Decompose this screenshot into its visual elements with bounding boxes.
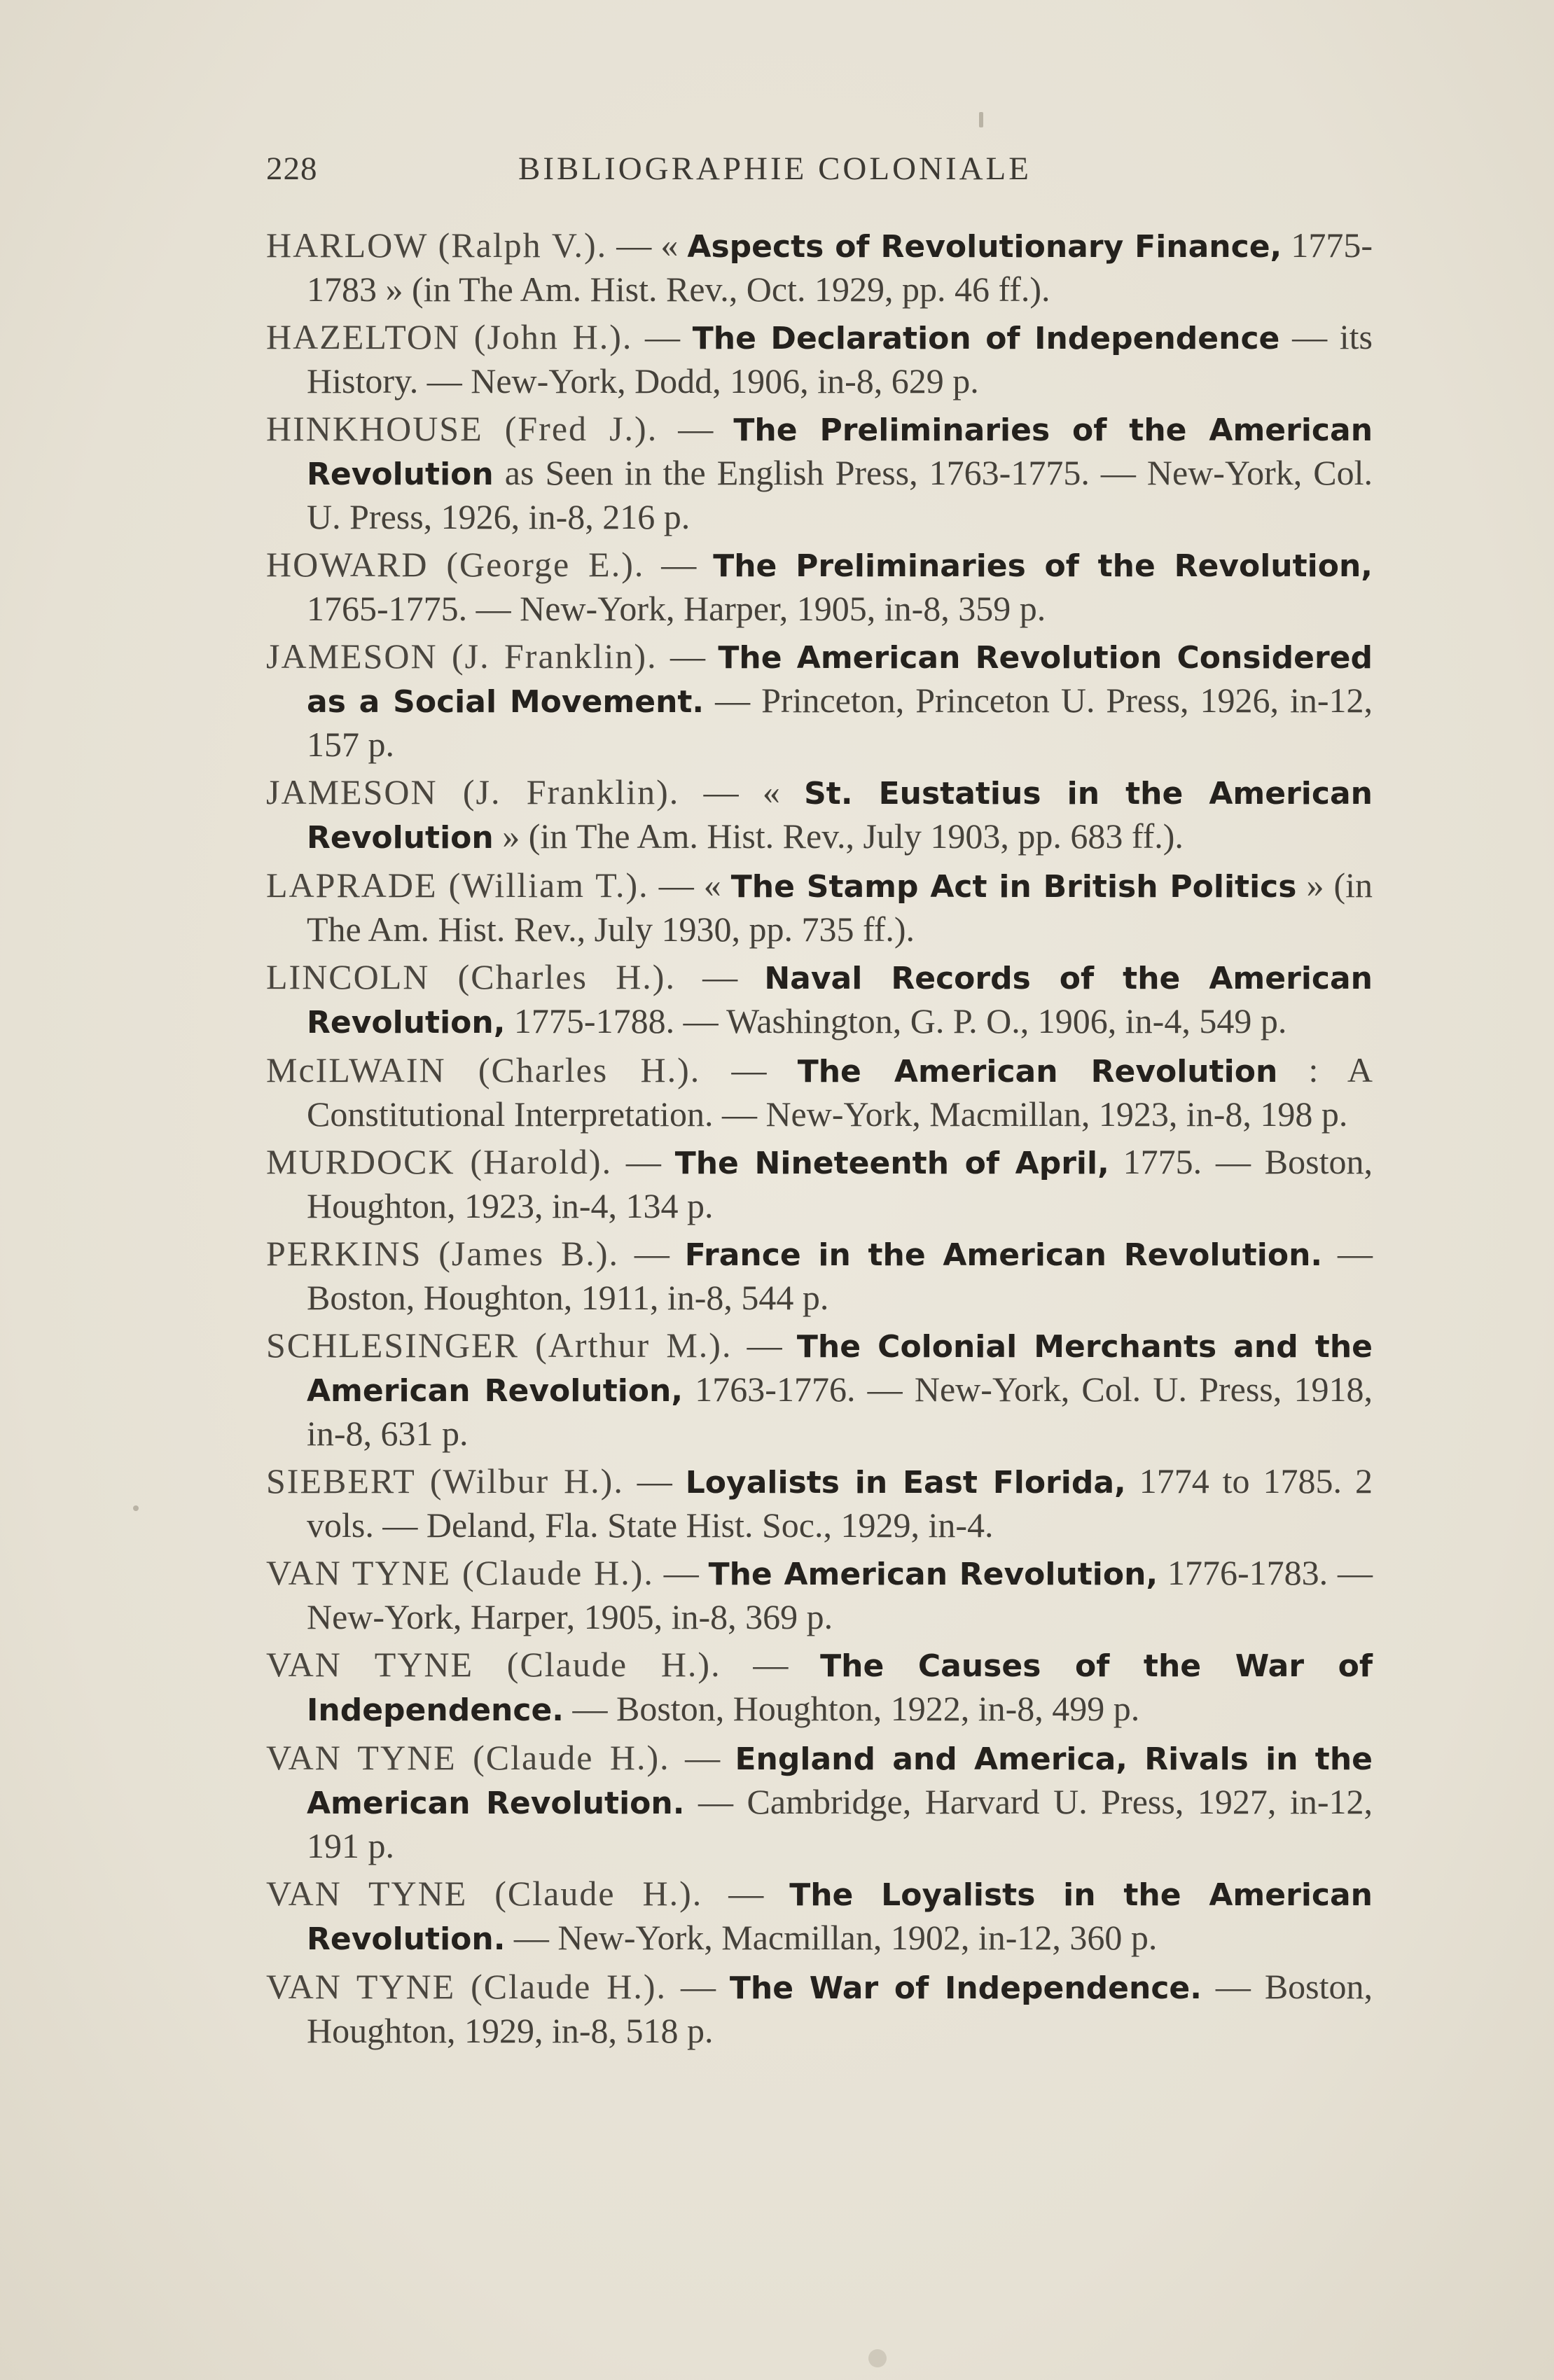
entry-details: » (in The Am. Hist. Rev., July 1903, pp. 683 ff.). xyxy=(493,816,1184,856)
bibliography-entry xyxy=(266,224,1373,311)
entry-details: 1774 to 1785. 2 vols. — Deland, Fla. State Hist. Soc., 1929, in-4. xyxy=(307,1461,1373,1545)
entry-title: England and America, Rivals in the American Revolution. xyxy=(307,1741,1373,1821)
bibliography-entry xyxy=(266,635,1373,766)
entry-separator: — xyxy=(657,636,719,676)
entry-separator: — « xyxy=(679,772,805,812)
entry-separator: — « xyxy=(607,225,688,265)
entry-title: Naval Records of the American Revolution, xyxy=(307,961,1373,1041)
entry-author: LAPRADE (William T.). xyxy=(266,865,649,905)
entry-details: — New-York, Macmillan, 1902, in-12, 360 p. xyxy=(505,1918,1158,1957)
entry-author: LINCOLN (Charles H.). xyxy=(266,957,676,996)
entry-details: — its History. — New-York, Dodd, 1906, in-8, 629 p. xyxy=(307,317,1373,401)
entry-separator: — xyxy=(623,1461,686,1501)
entry-details: » (in The Am. Hist. Rev., July 1930, pp. 735 ff.). xyxy=(307,865,1373,949)
entry-title: St. Eustatius in the American Revolution xyxy=(307,776,1373,856)
paper-speck xyxy=(868,2349,887,2367)
bibliography-entry xyxy=(266,1049,1373,1136)
entry-separator: — xyxy=(632,317,693,356)
entry-separator: — xyxy=(675,957,765,996)
entry-details: as Seen in the English Press, 1763-1775. — New-York, Col. U. Press, 1926, in-8, 216 p. xyxy=(307,453,1373,536)
bibliography-entry xyxy=(266,1737,1373,1867)
entry-separator: — xyxy=(644,545,714,584)
bibliography-entry xyxy=(266,771,1373,859)
entry-details: 1775. — Boston, Houghton, 1923, in-4, 134 p. xyxy=(307,1142,1373,1225)
bibliography-entry xyxy=(266,1643,1373,1732)
page-number: 228 xyxy=(266,151,318,187)
entry-author: VAN TYNE (Claude H.). xyxy=(266,1967,667,2006)
bibliography-entry xyxy=(266,956,1373,1044)
bibliography-entry xyxy=(266,1965,1373,2052)
entry-title: France in the American Revolution. xyxy=(684,1237,1323,1273)
entry-separator: — xyxy=(658,409,734,448)
entry-details: — Princeton, Princeton U. Press, 1926, in-12, 157 p. xyxy=(307,681,1373,764)
entry-title: The Causes of the War of Independence. xyxy=(307,1648,1373,1728)
entry-author: SIEBERT (Wilbur H.). xyxy=(266,1461,624,1501)
entry-author: PERKINS (James B.). xyxy=(266,1234,619,1273)
entry-author: JAMESON (J. Franklin). xyxy=(266,636,658,676)
entry-title: The Preliminaries of the Revolution, xyxy=(713,548,1373,584)
entry-separator: — xyxy=(670,1738,735,1777)
entry-author: MURDOCK (Harold). xyxy=(266,1142,613,1181)
entry-title: Aspects of Revolutionary Finance, xyxy=(687,229,1282,265)
entry-title: The Nineteenth of April, xyxy=(674,1146,1109,1181)
entry-details: — Boston, Houghton, 1922, in-8, 499 p. xyxy=(564,1689,1140,1728)
entry-title: The War of Independence. xyxy=(729,1970,1202,2006)
bibliography-entry xyxy=(266,543,1373,630)
entry-separator: — « xyxy=(648,865,731,905)
running-title: BIBLIOGRAPHIE COLONIALE xyxy=(518,151,1032,187)
entry-details: — Boston, Houghton, 1911, in-8, 544 p. xyxy=(307,1234,1373,1317)
entry-details: 1763-1776. — New-York, Col. U. Press, 1918, in-8, 631 p. xyxy=(307,1370,1373,1453)
entry-title: The Stamp Act in British Politics xyxy=(730,869,1297,905)
bibliography-entry xyxy=(266,1460,1373,1547)
bibliography-entry xyxy=(266,1324,1373,1455)
entry-title: The American Revolution Considered as a Social Movement. xyxy=(307,640,1373,720)
entry-details: : A Constitutional Interpretation. — New-York, Macmillan, 1923, in-8, 198 p. xyxy=(307,1050,1373,1134)
bibliography-entry xyxy=(266,1872,1373,1961)
entry-author: HAZELTON (John H.). xyxy=(266,317,633,356)
paper-speck xyxy=(979,112,983,127)
entry-separator: — xyxy=(653,1553,709,1592)
entry-author: VAN TYNE (Claude H.). xyxy=(266,1553,654,1592)
entry-separator: — xyxy=(619,1234,685,1273)
entry-separator: — xyxy=(702,1874,790,1913)
entry-title: The Declaration of Independence xyxy=(692,321,1280,356)
entry-author: VAN TYNE (Claude H.). xyxy=(266,1738,670,1777)
paper-speck xyxy=(133,1505,139,1511)
entry-details: 1775-1783 » (in The Am. Hist. Rev., Oct. 1929, pp. 46 ff.). xyxy=(307,225,1373,309)
bibliography-entry xyxy=(266,316,1373,403)
entry-author: VAN TYNE (Claude H.). xyxy=(266,1645,721,1684)
entry-title: Loyalists in East Florida, xyxy=(685,1465,1126,1501)
entry-details: — Cambridge, Harvard U. Press, 1927, in-12, 191 p. xyxy=(307,1782,1373,1865)
bibliography-entry xyxy=(266,1232,1373,1319)
bibliography-entry xyxy=(266,864,1373,951)
entry-separator: — xyxy=(721,1645,821,1684)
entry-author: SCHLESINGER (Arthur M.). xyxy=(266,1325,733,1365)
bibliography-entry xyxy=(266,408,1373,538)
entry-details: 1776-1783. — New-York, Harper, 1905, in-8, 369 p. xyxy=(307,1553,1373,1636)
entry-title: The Preliminaries of the American Revolution xyxy=(307,412,1373,492)
entry-separator: — xyxy=(612,1142,675,1181)
bibliography-list xyxy=(266,224,1373,2057)
entry-author: VAN TYNE (Claude H.). xyxy=(266,1874,703,1913)
entry-title: The Loyalists in the American Revolution. xyxy=(307,1877,1373,1957)
entry-title: The American Revolution xyxy=(797,1054,1278,1090)
entry-separator: — xyxy=(732,1325,797,1365)
entry-author: HOWARD (George E.). xyxy=(266,545,645,584)
entry-separator: — xyxy=(700,1050,798,1090)
entry-author: HINKHOUSE (Fred J.). xyxy=(266,409,658,448)
entry-author: JAMESON (J. Franklin). xyxy=(266,772,680,812)
running-head xyxy=(266,150,1106,199)
entry-details: — Boston, Houghton, 1929, in-8, 518 p. xyxy=(307,1967,1373,2050)
entry-details: 1775-1788. — Washington, G. P. O., 1906, in-4, 549 p. xyxy=(505,1001,1287,1041)
entry-title: The American Revolution, xyxy=(708,1557,1158,1592)
entry-author: HARLOW (Ralph V.). xyxy=(266,225,608,265)
entry-author: McILWAIN (Charles H.). xyxy=(266,1050,701,1090)
bibliography-entry xyxy=(266,1141,1373,1227)
entry-separator: — xyxy=(667,1967,730,2006)
entry-details: 1765-1775. — New-York, Harper, 1905, in-8, 359 p. xyxy=(307,589,1046,628)
bibliography-entry xyxy=(266,1552,1373,1638)
entry-title: The Colonial Merchants and the American Revolution, xyxy=(307,1329,1373,1409)
